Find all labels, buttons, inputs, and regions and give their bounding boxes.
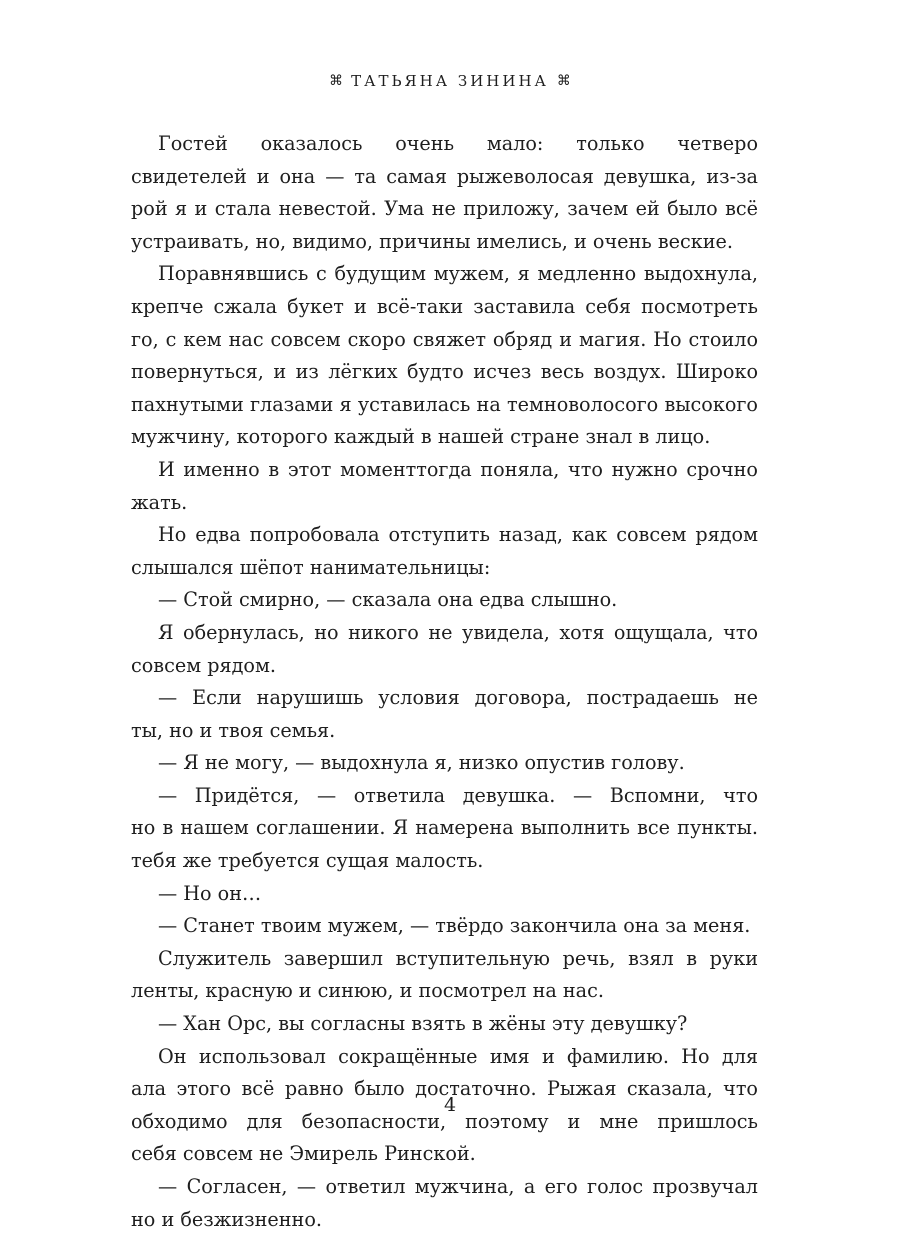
text-line: тебя же требуется сущая малость.: [131, 849, 484, 873]
text-line: себя совсем не Эмирель Ринской.: [131, 1142, 476, 1166]
text-line: обходимо для безопасности, поэтому и мне пришлось: [131, 1109, 758, 1133]
text-line: И именно в этот моменттогда поняла, что нужно срочно: [158, 457, 758, 481]
text-line: мужчину, которого каждый в нашей стране знал в лицо.: [131, 425, 711, 449]
text-line: ленты, красную и синюю, и посмотрел на нас.: [131, 979, 604, 1003]
text-line: ала этого всё равно было достаточно. Рыжая сказала, что: [131, 1077, 758, 1101]
text-line: Служитель завершил вступительную речь, взял в руки: [158, 946, 758, 970]
text-line: но в нашем соглашении. Я намерена выполнить все пункты.: [131, 816, 758, 840]
text-line: — Я не могу, — выдохнула я, низко опустив голову.: [158, 751, 685, 775]
text-line: — Но он…: [158, 881, 262, 905]
text-line: — Стой смирно, — сказала она едва слышно.: [158, 588, 618, 612]
text-line: совсем рядом.: [131, 653, 277, 677]
text-line: — Станет твоим мужем, — твёрдо закончила она за меня.: [158, 914, 751, 938]
text-line: повернуться, и из лёгких будто исчез весь воздух. Широко: [131, 360, 758, 384]
text-line: Он использовал сокращённые имя и фамилию. Но для: [158, 1044, 758, 1068]
text-line: жать.: [131, 490, 188, 514]
text-line: Гостей оказалось очень мало: только четверо: [158, 132, 758, 155]
text-line: — Если нарушишь условия договора, пострадаешь не: [158, 686, 758, 710]
ornament-left-icon: ⌘: [329, 73, 344, 89]
running-header: [0, 72, 900, 90]
page-number: 4: [443, 1094, 457, 1116]
text-line: свидетелей и она — та самая рыжеволосая девушка, из-за: [131, 164, 758, 188]
text-line: Но едва попробовала отступить назад, как совсем рядом: [158, 523, 758, 547]
text-line: устраивать, но, видимо, причины имелись, и очень веские.: [131, 229, 733, 253]
text-line: слышался шёпот нанимательницы:: [131, 555, 491, 579]
text-line: пахнутыми глазами я уставилась на темноволосого высокого: [131, 392, 758, 416]
text-line: ты, но и твоя семья.: [131, 718, 336, 742]
body-text: [131, 128, 758, 1236]
text-line: го, с кем нас совсем скоро свяжет обряд и магия. Но стоило: [131, 327, 758, 351]
author-name: ТАТЬЯНА ЗИНИНА: [351, 72, 549, 90]
text-line: рой я и стала невестой. Ума не приложу, зачем ей было всё: [131, 197, 758, 221]
text-line: Поравнявшись с будущим мужем, я медленно выдохнула,: [158, 262, 758, 286]
text-line: Я обернулась, но никого не увидела, хотя ощущала, что: [158, 620, 758, 644]
text-line: крепче сжала букет и всё-таки заставила себя посмотреть: [131, 294, 758, 318]
text-line: но и безжизненно.: [131, 1207, 322, 1231]
text-line: — Хан Орс, вы согласны взять в жёны эту девушку?: [158, 1012, 688, 1036]
text-line: — Согласен, — ответил мужчина, а его голос прозвучал: [158, 1175, 758, 1198]
ornament-right-icon: ⌘: [556, 73, 571, 89]
text-line: — Придётся, — ответила девушка. — Вспомни, что: [158, 783, 758, 807]
